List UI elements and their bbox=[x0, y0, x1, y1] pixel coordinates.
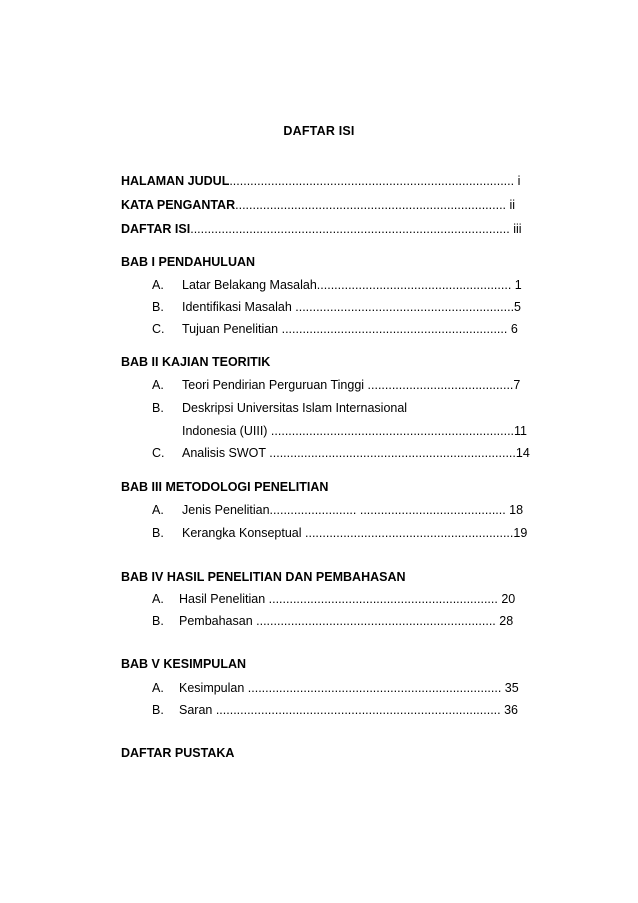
toc-entry-halaman-judul bbox=[121, 174, 520, 188]
chapter-heading-daftar-pustaka: DAFTAR PUSTAKA bbox=[121, 746, 235, 760]
item-letter: A. bbox=[152, 681, 164, 695]
toc-leader-dots: ............................................................................................ bbox=[190, 222, 510, 236]
chapter-heading-bab-4: BAB IV HASIL PENELITIAN DAN PEMBAHASAN bbox=[121, 570, 406, 584]
toc-leader-dots: .................................................................................. bbox=[229, 174, 515, 188]
toc-item: Tujuan Penelitian ................................................................. 6 bbox=[182, 322, 518, 336]
item-letter: A. bbox=[152, 278, 164, 292]
page-title: DAFTAR ISI bbox=[283, 124, 355, 138]
item-letter: C. bbox=[152, 446, 165, 460]
item-letter: A. bbox=[152, 503, 164, 517]
toc-entry-label: DAFTAR ISI bbox=[121, 222, 191, 236]
toc-entry-daftar-isi bbox=[121, 222, 522, 236]
toc-item: Teori Pendirian Perguruan Tinggi ..........................................7 bbox=[182, 378, 521, 392]
chapter-heading-bab-5: BAB V KESIMPULAN bbox=[121, 657, 247, 671]
toc-item: Kesimpulan ......................................................................... 35 bbox=[179, 681, 519, 695]
toc-item: Kerangka Konseptual ............................................................19 bbox=[182, 526, 528, 540]
item-letter: A. bbox=[152, 378, 164, 392]
chapter-heading-bab-3: BAB III METODOLOGI PENELITIAN bbox=[121, 480, 329, 494]
toc-item: Analisis SWOT .......................................................................14 bbox=[182, 446, 530, 460]
toc-leader-dots: .............................................................................. bbox=[235, 198, 507, 212]
toc-item-continued: Indonesia (UIII) ......................................................................11 bbox=[182, 424, 528, 438]
item-letter: B. bbox=[152, 401, 164, 415]
item-letter: C. bbox=[152, 322, 165, 336]
toc-entry-label: KATA PENGANTAR bbox=[121, 198, 236, 212]
item-letter: A. bbox=[152, 592, 164, 606]
toc-item: Saran .................................................................................. 36 bbox=[179, 703, 518, 717]
chapter-heading-bab-2: BAB II KAJIAN TEORITIK bbox=[121, 355, 271, 369]
item-letter: B. bbox=[152, 526, 164, 540]
toc-entry-kata-pengantar bbox=[121, 198, 515, 212]
item-letter: B. bbox=[152, 614, 164, 628]
item-letter: B. bbox=[152, 300, 164, 314]
toc-item: Latar Belakang Masalah........................................................ 1 bbox=[182, 278, 522, 292]
chapter-heading-bab-1: BAB I PENDAHULUAN bbox=[121, 255, 256, 269]
toc-page-number: i bbox=[517, 174, 521, 188]
toc-item: Pembahasan ..................................................................... 28 bbox=[179, 614, 514, 628]
toc-entry-label: HALAMAN JUDUL bbox=[121, 174, 230, 188]
toc-item: Deskripsi Universitas Islam Internasional bbox=[182, 401, 408, 415]
item-letter: B. bbox=[152, 703, 164, 717]
toc-page-number: ii bbox=[509, 198, 516, 212]
toc-item: Jenis Penelitian......................... .......................................... 18 bbox=[182, 503, 524, 517]
toc-item: Identifikasi Masalah ...............................................................5 bbox=[182, 300, 521, 314]
toc-item: Hasil Penelitian .................................................................. 20 bbox=[179, 592, 516, 606]
toc-page-number: iii bbox=[513, 222, 522, 236]
